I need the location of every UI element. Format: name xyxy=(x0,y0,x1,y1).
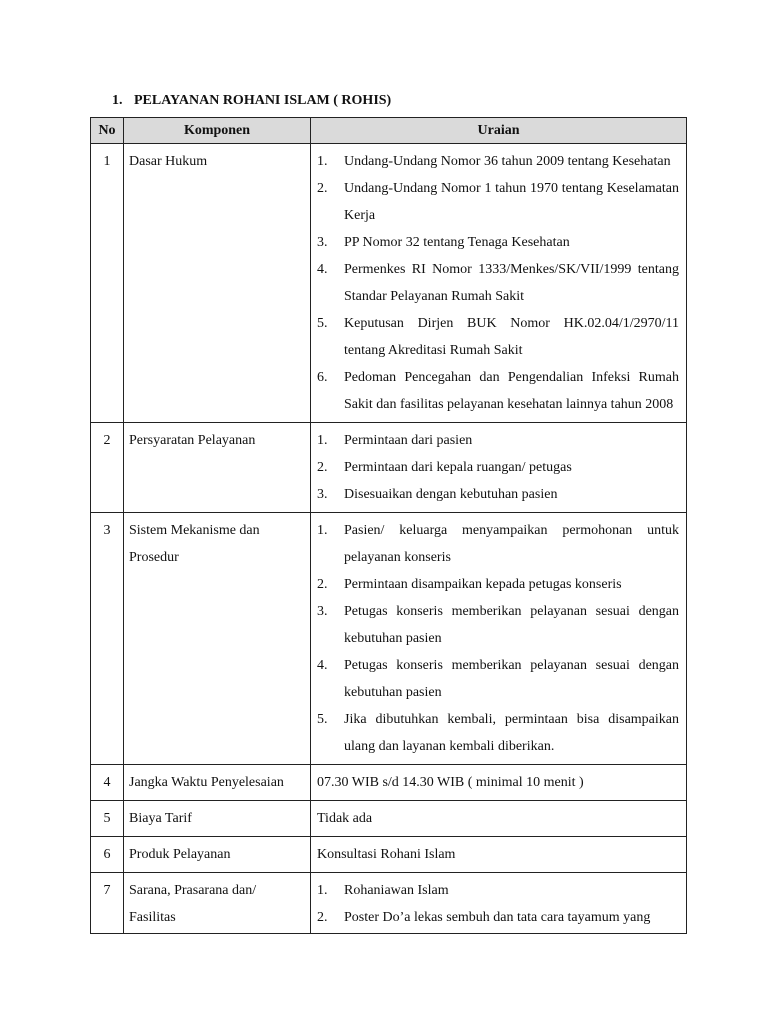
row-number: 6 xyxy=(91,837,124,873)
table-row xyxy=(91,765,687,801)
uraian-list xyxy=(317,517,679,760)
row-number: 2 xyxy=(91,423,124,513)
list-item: 2. Permintaan disampaikan kepada petugas konseris xyxy=(317,577,622,592)
list-item: 1. Rohaniawan Islam xyxy=(317,883,449,898)
header-no: No xyxy=(91,118,124,144)
table-row xyxy=(91,873,687,934)
list-item: 3. Disesuaikan dengan kebutuhan pasien xyxy=(317,487,558,502)
list-item: 1. Undang-Undang Nomor 36 tahun 2009 tentang Kesehatan xyxy=(317,154,671,169)
row-number: 1 xyxy=(91,144,124,423)
table-row xyxy=(91,837,687,873)
list-item: 2. Poster Do’a lekas sembuh dan tata cara tayamum yang xyxy=(317,910,651,925)
list-item: 5. Keputusan Dirjen BUK Nomor HK.02.04/1/2970/11 tentang Akreditasi Rumah Sakit xyxy=(317,316,679,358)
table-row xyxy=(91,513,687,765)
list-item: 4. Petugas konseris memberikan pelayanan sesuai dengan kebutuhan pasien xyxy=(317,658,679,700)
row-uraian xyxy=(311,513,687,765)
header-komponen: Komponen xyxy=(124,118,311,144)
list-item: 1. Permintaan dari pasien xyxy=(317,433,473,448)
row-uraian xyxy=(311,144,687,423)
row-uraian: Konsultasi Rohani Islam xyxy=(311,837,687,873)
row-number: 5 xyxy=(91,801,124,837)
row-uraian xyxy=(311,423,687,513)
row-uraian xyxy=(311,873,687,934)
row-number: 3 xyxy=(91,513,124,765)
section-heading xyxy=(112,93,391,109)
list-item: 1. Pasien/ keluarga menyampaikan permohonan untuk pelayanan konseris xyxy=(317,523,679,565)
section-number: 1. xyxy=(112,93,123,108)
table-header-row xyxy=(91,118,687,144)
row-komponen: Jangka Waktu Penyelesaian xyxy=(124,765,311,801)
list-item: 2. Undang-Undang Nomor 1 tahun 1970 tentang Keselamatan Kerja xyxy=(317,181,679,223)
row-komponen: Biaya Tarif xyxy=(124,801,311,837)
row-komponen: Sistem Mekanisme dan Prosedur xyxy=(124,513,311,765)
section-title: PELAYANAN ROHANI ISLAM ( ROHIS) xyxy=(134,93,392,108)
row-komponen: Produk Pelayanan xyxy=(124,837,311,873)
uraian-list xyxy=(317,148,679,418)
service-standard-table xyxy=(90,117,687,934)
row-number: 4 xyxy=(91,765,124,801)
uraian-list xyxy=(317,877,679,931)
table-row xyxy=(91,144,687,423)
list-item: 5. Jika dibutuhkan kembali, permintaan bisa disampaikan ulang dan layanan kembali diberikan. xyxy=(317,712,679,754)
row-uraian: Tidak ada xyxy=(311,801,687,837)
list-item: 3. PP Nomor 32 tentang Tenaga Kesehatan xyxy=(317,235,570,250)
row-komponen: Persyaratan Pelayanan xyxy=(124,423,311,513)
list-item: 3. Petugas konseris memberikan pelayanan sesuai dengan kebutuhan pasien xyxy=(317,604,679,646)
table-row xyxy=(91,423,687,513)
row-uraian: 07.30 WIB s/d 14.30 WIB ( minimal 10 menit ) xyxy=(311,765,687,801)
row-number: 7 xyxy=(91,873,124,934)
list-item: 4. Permenkes RI Nomor 1333/Menkes/SK/VII/1999 tentang Standar Pelayanan Rumah Sakit xyxy=(317,262,679,304)
list-item: 6. Pedoman Pencegahan dan Pengendalian Infeksi Rumah Sakit dan fasilitas pelayanan kesehatan lainnya tahun 2008 xyxy=(317,370,679,412)
list-item: 2. Permintaan dari kepala ruangan/ petugas xyxy=(317,460,572,475)
uraian-list xyxy=(317,427,679,508)
header-uraian: Uraian xyxy=(311,118,687,144)
row-komponen: Sarana, Prasarana dan/ Fasilitas xyxy=(124,873,311,934)
row-komponen: Dasar Hukum xyxy=(124,144,311,423)
table-row xyxy=(91,801,687,837)
